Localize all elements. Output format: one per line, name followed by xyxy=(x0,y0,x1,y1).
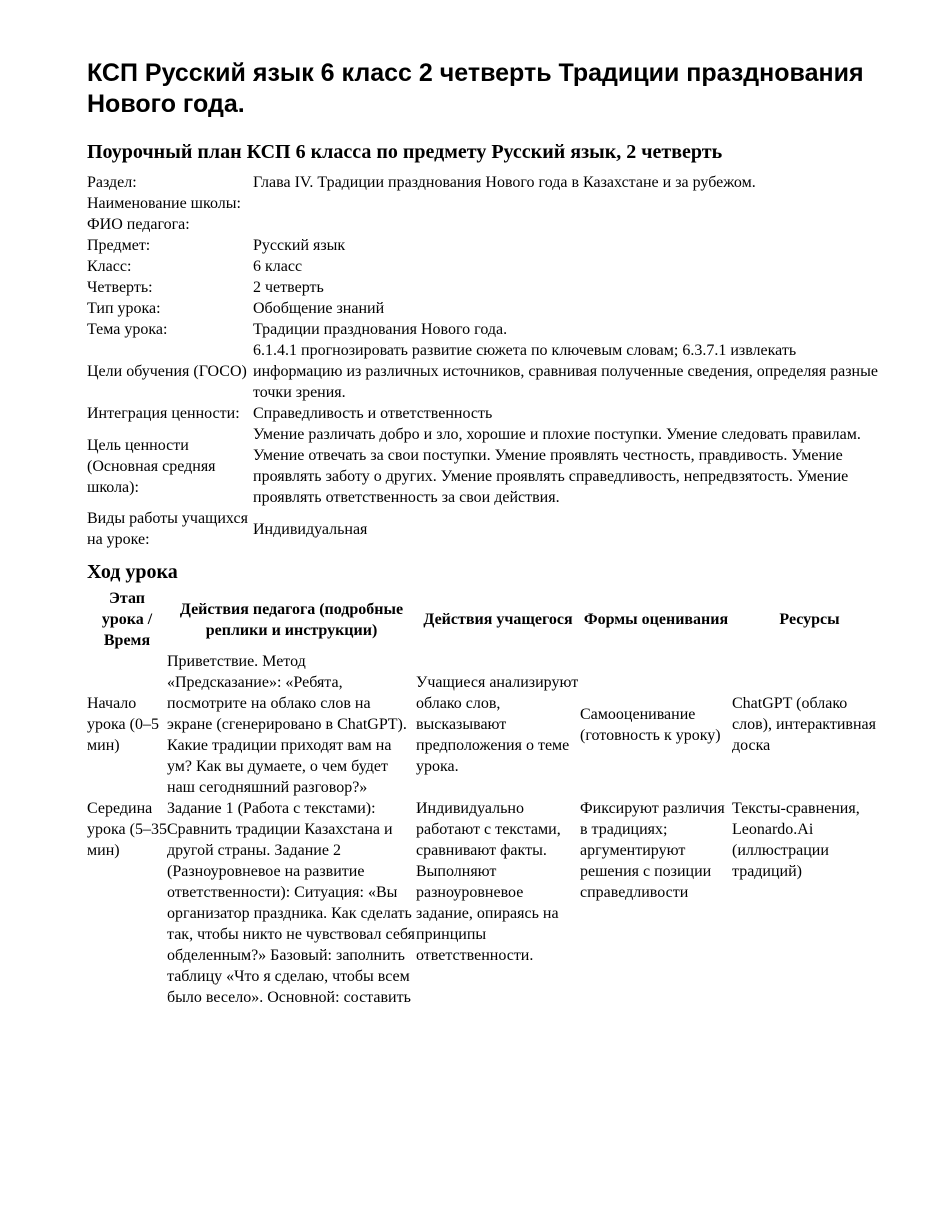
lesson-flow-table xyxy=(87,588,887,1008)
info-value: Русский язык xyxy=(253,237,346,254)
info-value: 6.1.4.1 прогнозировать развитие сюжета по ключевым словам; 6.3.7.1 извлекать информацию из различных источников, сравнивая полученные сведения, определяя разные точки зрения. xyxy=(253,342,878,401)
cell-assessment: Фиксируют различия в традициях; аргументируют решения с позиции справедливости xyxy=(580,800,725,901)
info-label: Цель ценности (Основная средняя школа): xyxy=(87,436,216,496)
column-header-assessment: Формы оценивания xyxy=(583,611,729,628)
info-value: Индивидуальная xyxy=(253,520,368,538)
info-value: 6 класс xyxy=(253,258,303,275)
column-header-student: Действия учащегося xyxy=(423,611,573,628)
cell-teacher: Задание 1 (Работа с текстами): Сравнить традиции Казахстана и другой страны. Задание 2 (Разноуровневое на развитие ответственности): Ситуация: «Вы организатор праздника. Как сделать так, чтобы никто не чувствовал себя обделенным?» Базовый: заполнить таблицу «Что я сделаю, чтобы всем было весело». Основной: составить xyxy=(167,800,416,1006)
info-value: Глава IV. Традиции празднования Нового года в Казахстане и за рубежом. xyxy=(253,174,756,191)
cell-teacher: Приветствие. Метод «Предсказание»: «Ребята, посмотрите на облако слов на экране (сгенерировано в ChatGPT). Какие традиции приходят вам на ум? Как вы думаете, о чем будет наш сегодняшний разговор?» xyxy=(167,653,407,796)
info-value: Обобщение знаний xyxy=(253,300,385,317)
cell-student: Учащиеся анализируют облако слов, высказывают предположения о теме урока. xyxy=(416,674,579,775)
info-label: Тема урока: xyxy=(87,321,168,338)
info-row-value-goal xyxy=(87,424,887,508)
column-header-resources: Ресурсы xyxy=(779,611,840,628)
info-label: Виды работы учащихся на уроке: xyxy=(87,510,248,548)
info-row-integration xyxy=(87,403,887,424)
info-label: Предмет: xyxy=(87,237,151,254)
cell-stage: Начало урока (0–5 мин) xyxy=(87,695,159,754)
table-row xyxy=(87,651,887,798)
info-row-section xyxy=(87,172,887,193)
info-row-goals xyxy=(87,340,887,403)
cell-student: Индивидуально работают с текстами, сравнивают факты. Выполняют разноуровневое задание, опираясь на принципы ответственности. xyxy=(416,800,561,964)
flow-heading: Ход урока xyxy=(87,561,178,583)
document-page xyxy=(87,58,887,1008)
column-header-teacher: Действия педагога (подробные реплики и инструкции) xyxy=(179,600,404,639)
info-label: Тип урока: xyxy=(87,300,161,317)
flow-header-row xyxy=(87,588,887,651)
cell-resources: Тексты-сравнения, Leonardo.Ai (иллюстрации традиций) xyxy=(732,800,860,880)
info-row-topic xyxy=(87,319,887,340)
table-row xyxy=(87,798,887,1008)
info-row-work-types xyxy=(87,508,887,550)
info-value: Умение различать добро и зло, хорошие и плохие поступки. Умение следовать правилам. Умение отвечать за свои поступки. Умение проявлять честность, правдивость. Умение проявлять заботу о других. Умение проявлять справедливость, непредвзятость. Умение проявлять ответственность за свои действия. xyxy=(253,426,861,506)
info-value: 2 четверть xyxy=(253,279,324,296)
info-label: Четверть: xyxy=(87,279,153,296)
lesson-info-table xyxy=(87,172,887,550)
info-row-subject xyxy=(87,235,887,256)
info-label: Раздел: xyxy=(87,174,137,191)
info-value: Традиции празднования Нового года. xyxy=(253,321,508,338)
info-row-quarter xyxy=(87,277,887,298)
info-label: Цели обучения (ГОСО) xyxy=(87,363,247,380)
plan-subtitle: Поурочный план КСП 6 класса по предмету Русский язык, 2 четверть xyxy=(87,141,723,163)
document-title: КСП Русский язык 6 класс 2 четверть Традиции празднования Нового года. xyxy=(87,59,864,118)
column-header-stage: Этап урока / Время xyxy=(101,590,153,649)
cell-stage: Середина урока (5–35 мин) xyxy=(87,800,167,859)
info-row-grade xyxy=(87,256,887,277)
info-label: Класс: xyxy=(87,258,132,275)
cell-assessment: Самооценивание (готовность к уроку) xyxy=(580,705,721,744)
info-value: Справедливость и ответственность xyxy=(253,405,493,422)
info-label: Интеграция ценности: xyxy=(87,405,240,422)
info-label: Наименование школы: xyxy=(87,195,241,212)
info-row-lesson-type xyxy=(87,298,887,319)
info-label: ФИО педагога: xyxy=(87,216,190,233)
cell-resources: ChatGPT (облако слов), интерактивная доска xyxy=(732,695,876,754)
